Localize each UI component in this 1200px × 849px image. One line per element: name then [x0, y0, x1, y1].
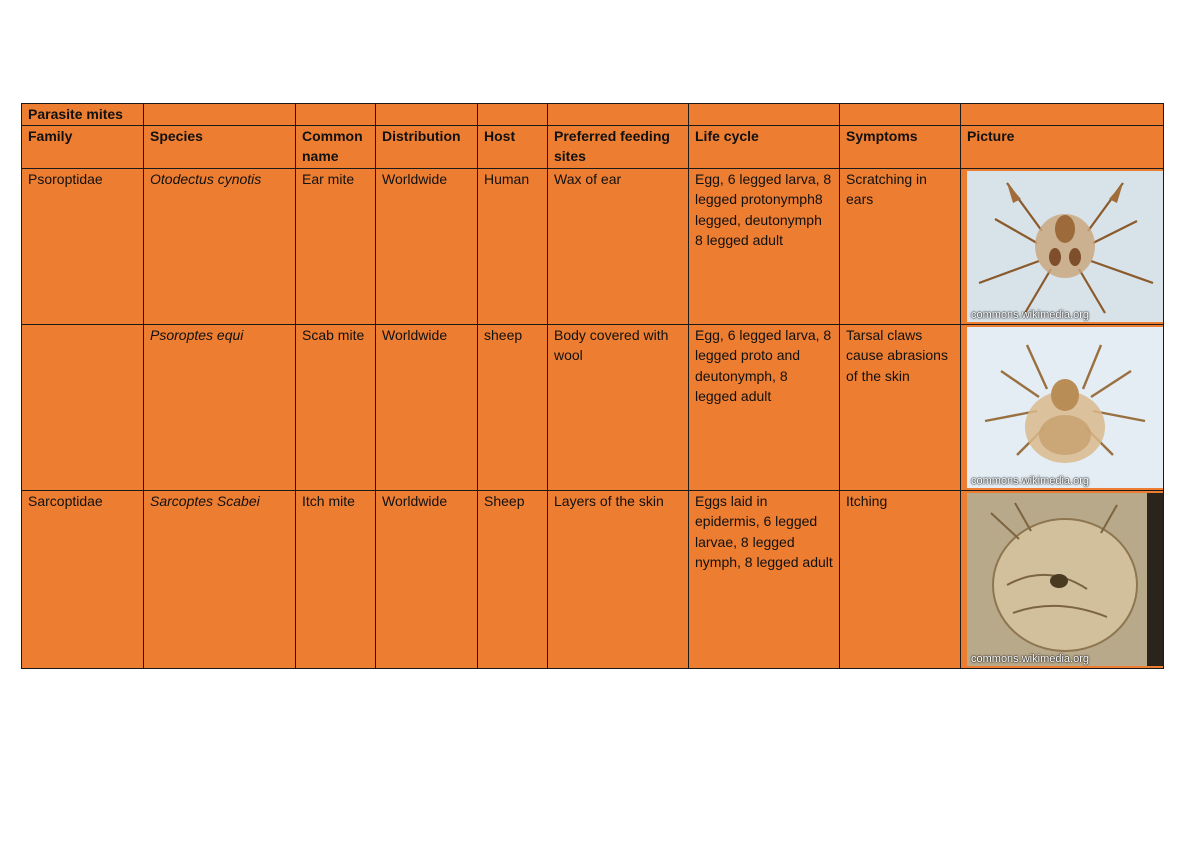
ear-mite-photo: [967, 171, 1163, 322]
title-row: [22, 104, 1164, 126]
cell-family: Sarcoptidae: [22, 490, 144, 668]
cell-host: sheep: [478, 324, 548, 490]
cell-picture: [961, 490, 1164, 668]
header-species: Species: [144, 125, 296, 168]
cell-common-name: Scab mite: [296, 324, 376, 490]
cell-feeding-sites: Layers of the skin: [548, 490, 689, 668]
cell-life-cycle: Egg, 6 legged larva, 8 legged proto and deutonymph, 8 legged adult: [689, 324, 840, 490]
cell-species: Sarcoptes Scabei: [144, 490, 296, 668]
header-symptoms: Symptoms: [840, 125, 961, 168]
cell-common-name: Itch mite: [296, 490, 376, 668]
cell-distribution: Worldwide: [376, 490, 478, 668]
cell-species: Psoroptes equi: [144, 324, 296, 490]
header-life-cycle: Life cycle: [689, 125, 840, 168]
parasite-mites-table: [21, 103, 1164, 669]
header-host: Host: [478, 125, 548, 168]
cell-life-cycle: Eggs laid in epidermis, 6 legged larvae, 8 legged nymph, 8 legged adult: [689, 490, 840, 668]
cell-family: Psoroptidae: [22, 168, 144, 324]
cell-host: Sheep: [478, 490, 548, 668]
scab-mite-photo: [967, 327, 1163, 488]
image-watermark: commons.wikimedia.org: [971, 474, 1089, 487]
cell-distribution: Worldwide: [376, 168, 478, 324]
cell-picture: [961, 168, 1164, 324]
cell-family: [22, 324, 144, 490]
cell-distribution: Worldwide: [376, 324, 478, 490]
table-row: [22, 490, 1164, 668]
cell-species: Otodectus cynotis: [144, 168, 296, 324]
cell-feeding-sites: Body covered with wool: [548, 324, 689, 490]
table-row: [22, 324, 1164, 490]
cell-picture: [961, 324, 1164, 490]
cell-symptoms: Tarsal claws cause abrasions of the skin: [840, 324, 961, 490]
cell-symptoms: Scratching in ears: [840, 168, 961, 324]
cell-host: Human: [478, 168, 548, 324]
header-row: [22, 125, 1164, 168]
header-picture: Picture: [961, 125, 1164, 168]
cell-life-cycle: Egg, 6 legged larva, 8 legged protonymph8 legged, deutonymph 8 legged adult: [689, 168, 840, 324]
image-watermark: commons.wikimedia.org: [971, 308, 1089, 321]
header-family: Family: [22, 125, 144, 168]
itch-mite-photo: [967, 493, 1163, 666]
cell-common-name: Ear mite: [296, 168, 376, 324]
cell-feeding-sites: Wax of ear: [548, 168, 689, 324]
header-feeding-sites: Preferred feeding sites: [548, 125, 689, 168]
table-row: [22, 168, 1164, 324]
header-distribution: Distribution: [376, 125, 478, 168]
image-watermark: commons.wikimedia.org: [971, 652, 1089, 665]
table-title: Parasite mites: [22, 104, 144, 126]
header-common-name: Common name: [296, 125, 376, 168]
cell-symptoms: Itching: [840, 490, 961, 668]
